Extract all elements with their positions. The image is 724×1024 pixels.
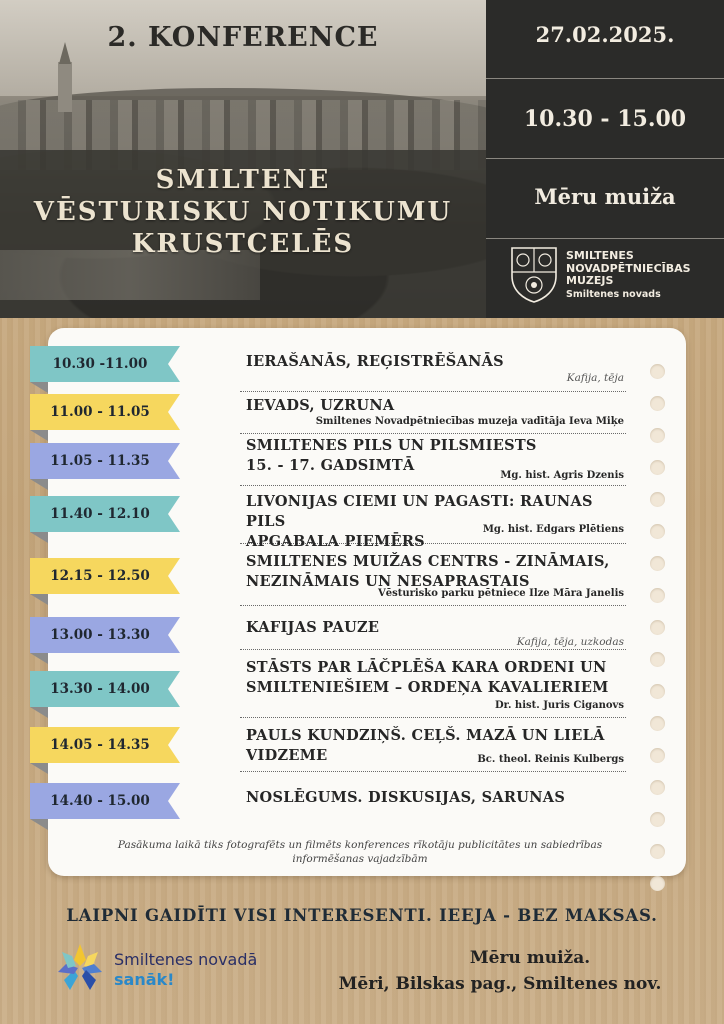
time-ribbon — [30, 671, 180, 707]
event-date: 27.02.2025. — [535, 22, 675, 47]
museum-name-line: MUZEJS — [566, 274, 614, 287]
program-title-line: IERAŠANĀS, REĢISTRĒŠANĀS — [246, 353, 504, 370]
event-time: 10.30 - 15.00 — [523, 106, 687, 132]
binder-hole — [650, 748, 665, 763]
binder-hole — [650, 780, 665, 795]
ribbon-fold — [30, 763, 48, 774]
binder-hole — [650, 460, 665, 475]
ribbon-fold — [30, 430, 48, 441]
binder-hole — [650, 428, 665, 443]
time-label: 12.15 - 12.50 — [50, 568, 150, 584]
program-item — [240, 658, 626, 718]
program-speaker: Dr. hist. Juris Ciganovs — [494, 700, 624, 711]
program-title-line: SMILTENES MUIŽAS CENTRS - ZINĀMAIS, — [246, 553, 610, 570]
main-title-line: VĒSTURISKU NOTIKUMU — [33, 197, 453, 227]
binder-hole — [650, 588, 665, 603]
main-title-line: KRUSTCELĒS — [131, 229, 355, 259]
museum-name — [566, 250, 691, 288]
museum-name-line: NOVADPĒTNIECĪBAS — [566, 261, 691, 275]
program-item — [240, 352, 626, 392]
program-title-line: SMILTENIEŠIEM – ORDEŅA KAVALIERIEM — [246, 679, 609, 696]
binder-hole — [650, 396, 665, 411]
program-title-line: STĀSTS PAR LĀČPLĒŠA KARA ORDENI UN — [246, 659, 607, 676]
time-ribbon — [30, 783, 180, 819]
program-speaker: Mg. hist. Edgars Plētiens — [482, 524, 624, 535]
program-speaker: Mg. hist. Agris Dzenis — [500, 470, 624, 481]
main-title — [0, 164, 486, 260]
program-title-line: NOSLĒGUMS. DISKUSIJAS, SARUNAS — [246, 789, 566, 806]
binder-hole — [650, 716, 665, 731]
info-panel — [486, 0, 724, 318]
time-label: 11.40 - 12.10 — [50, 506, 150, 522]
photo-notice — [80, 838, 640, 866]
divider — [486, 78, 724, 79]
program-title-line: KAFIJAS PAUZE — [246, 619, 380, 636]
time-label: 10.30 -11.00 — [52, 356, 148, 372]
program-item — [240, 436, 626, 486]
flower-logo-icon — [50, 938, 110, 998]
program-speaker: Vēsturisko parku pētniece Ilze Māra Janelis — [377, 588, 624, 599]
museum-shield-icon — [510, 246, 558, 304]
program-title-line: 15. - 17. GADSIMTĀ — [246, 457, 415, 474]
time-ribbon — [30, 346, 180, 382]
museum-region: Smiltenes novads — [566, 289, 661, 300]
ribbon-fold — [30, 594, 48, 605]
program-title-line: VIDZEME — [246, 747, 328, 764]
time-label: 13.00 - 13.30 — [50, 627, 150, 643]
photo-notice-line: Pasākuma laikā tiks fotografēts un filmēts konferences rīkotāju publicitātes un sabiedrības — [117, 839, 603, 851]
binder-hole — [650, 620, 665, 635]
welcome-text: LAIPNI GAIDĪTI VISI INTERESENTI. IEEJA - BEZ MAKSAS. — [66, 906, 658, 925]
time-ribbon — [30, 558, 180, 594]
time-ribbon — [30, 496, 180, 532]
program-speaker: Bc. theol. Reinis Kulbergs — [477, 754, 624, 765]
program-speaker: Kafija, tēja — [566, 372, 624, 384]
program-item — [240, 552, 626, 606]
ribbon-fold — [30, 382, 48, 393]
binder-hole — [650, 876, 665, 891]
time-label: 11.05 - 11.35 — [50, 453, 150, 469]
ribbon-fold — [30, 532, 48, 543]
time-label: 14.05 - 14.35 — [50, 737, 150, 753]
program-title-line: PAULS KUNDZIŅŠ. CEĻŠ. MAZĀ UN LIELĀ — [246, 727, 605, 744]
divider — [486, 158, 724, 159]
time-ribbon — [30, 394, 180, 430]
ribbon-fold — [30, 479, 48, 490]
time-label: 13.30 - 14.00 — [50, 681, 150, 697]
binder-hole — [650, 364, 665, 379]
binder-hole — [650, 556, 665, 571]
program-title-line: NEZINĀMAIS UN NESAPRASTAIS — [246, 573, 530, 590]
main-title-line: SMILTENE — [155, 165, 331, 195]
museum-logo — [510, 246, 720, 308]
binder-hole — [650, 844, 665, 859]
program-speaker: Smiltenes Novadpētniecības muzeja vadītāja Ieva Miķe — [315, 416, 624, 427]
program-title-line: LIVONIJAS CIEMI UN PAGASTI: RAUNAS PILS — [246, 493, 593, 530]
program-item — [240, 618, 626, 650]
event-place: Mēru muiža — [534, 184, 676, 209]
program-item — [240, 726, 626, 772]
binder-hole — [650, 684, 665, 699]
region-brand-logo — [50, 938, 290, 998]
brand-line1: Smiltenes novadā — [114, 950, 258, 969]
binder-hole — [650, 652, 665, 667]
divider — [486, 238, 724, 239]
program-speaker: Kafija, tēja, uzkodas — [516, 636, 624, 648]
church-tower-icon — [58, 62, 72, 112]
program-item — [240, 396, 626, 434]
program-title-line: IEVADS, UZRUNA — [246, 397, 395, 414]
binder-hole — [650, 812, 665, 827]
binder-hole — [650, 524, 665, 539]
program-item — [240, 492, 626, 550]
address-line2: Mēri, Bilskas pag., Smiltenes nov. — [338, 974, 662, 994]
conference-number: 2. KONFERENCE — [107, 22, 379, 53]
time-ribbon — [30, 727, 180, 763]
ribbon-fold — [30, 707, 48, 718]
time-label: 11.00 - 11.05 — [50, 404, 150, 420]
binder-hole — [650, 492, 665, 507]
program-title-line: APGABALA PIEMĒRS — [246, 533, 425, 550]
address-line1: Mēru muiža. — [469, 948, 591, 968]
photo-notice-line: informēšanas vajadzībām — [292, 853, 428, 865]
ribbon-fold — [30, 819, 48, 830]
ribbon-fold — [30, 653, 48, 664]
time-ribbon — [30, 443, 180, 479]
museum-name-line: SMILTENES — [566, 249, 634, 262]
program-item — [240, 788, 626, 812]
brand-line2: sanāk! — [114, 970, 175, 989]
time-ribbon — [30, 617, 180, 653]
time-label: 14.40 - 15.00 — [50, 793, 150, 809]
program-title-line: SMILTENES PILS UN PILSMIESTS — [246, 437, 537, 454]
